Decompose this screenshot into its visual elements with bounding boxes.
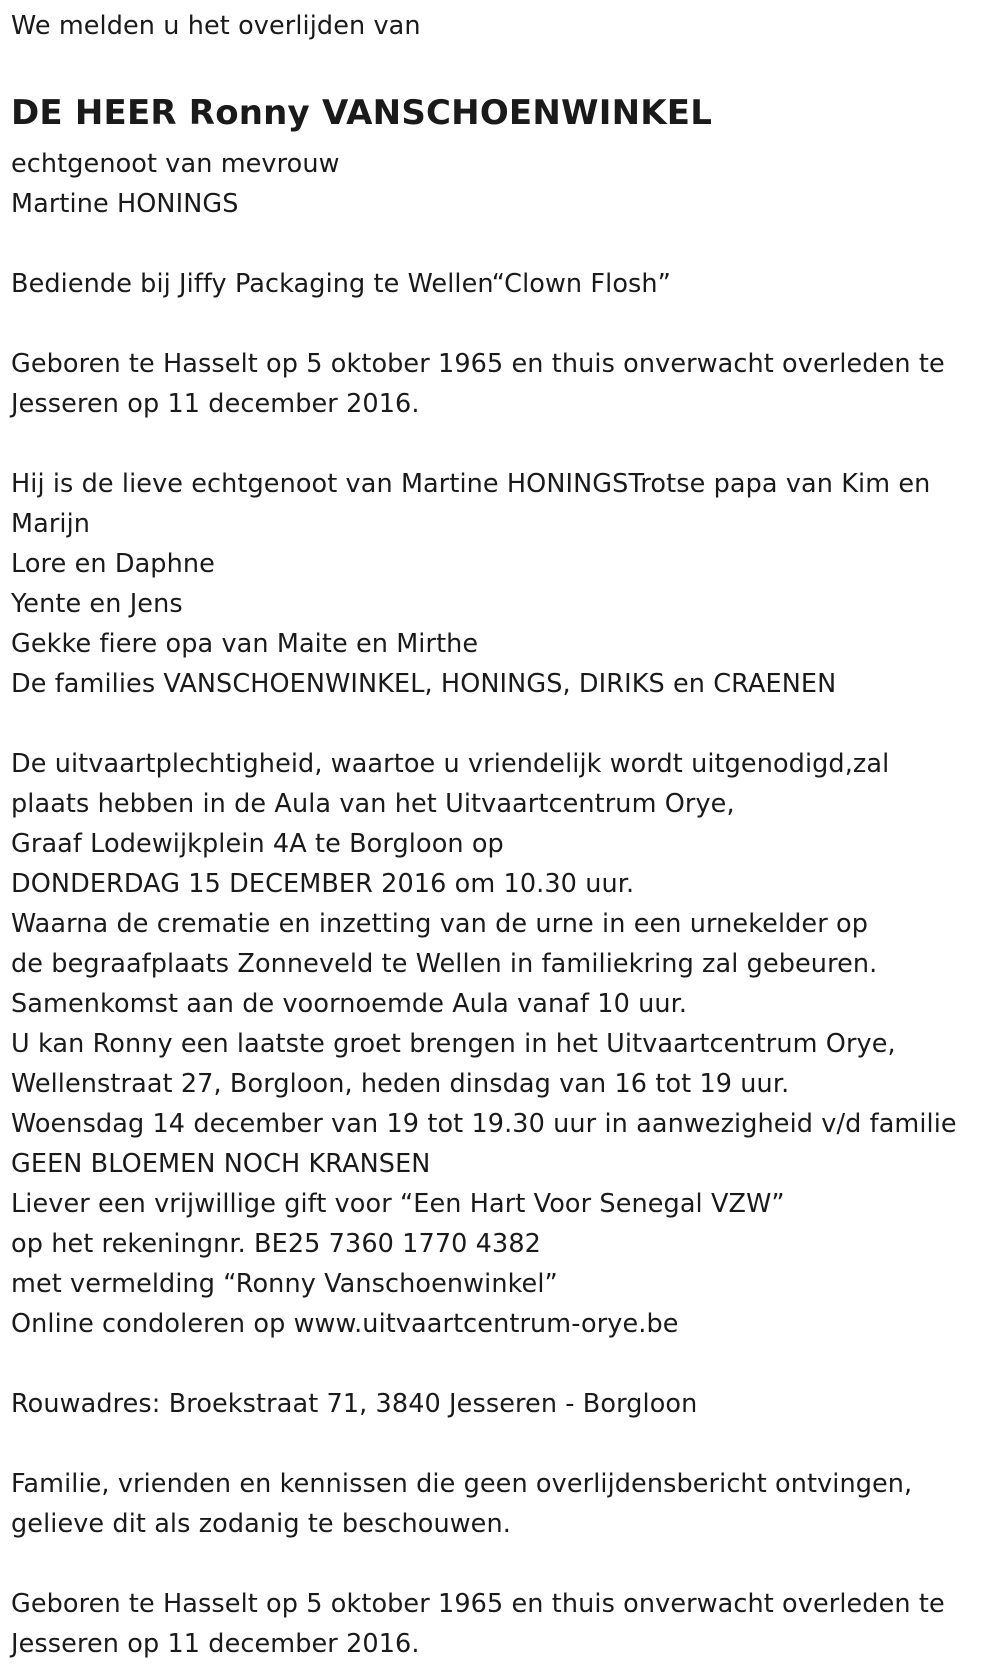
paragraph-line: Jesseren op 11 december 2016. (11, 389, 420, 419)
paragraph-line: GEEN BLOEMEN NOCH KRANSEN (11, 1149, 431, 1179)
spacer (11, 704, 996, 744)
paragraph-line: De uitvaartplechtigheid, waartoe u vriendelijk wordt uitgenodigd,zal (11, 749, 890, 779)
birth-death-section (11, 344, 996, 424)
paragraph-line: De families VANSCHOENWINKEL, HONINGS, DIRIKS en CRAENEN (11, 669, 837, 699)
paragraph-line: Yente en Jens (11, 589, 183, 619)
paragraph-line: Waarna de crematie en inzetting van de urne in een urnekelder op (11, 909, 868, 939)
paragraph-line: Graaf Lodewijkplein 4A te Borgloon op (11, 829, 504, 859)
paragraph-line: op het rekeningnr. BE25 7360 1770 4382 (11, 1229, 541, 1259)
paragraph-line: Marijn (11, 509, 91, 539)
spacer (11, 424, 996, 464)
spouse-line: echtgenoot van mevrouw (11, 149, 340, 179)
paragraph-line: Liever een vrijwillige gift voor “Een Hart Voor Senegal VZW” (11, 1189, 785, 1219)
paragraph-line: gelieve dit als zodanig te beschouwen. (11, 1509, 511, 1539)
paragraph-line: Hij is de lieve echtgenoot van Martine HONINGSTrotse papa van Kim en (11, 469, 931, 499)
paragraph-line: Samenkomst aan de voornoemde Aula vanaf 10 uur. (11, 989, 688, 1019)
intro-text: We melden u het overlijden van (11, 11, 421, 41)
paragraph-line: Gekke fiere opa van Maite en Mirthe (11, 629, 479, 659)
occupation-text: Bediende bij Jiffy Packaging te Wellen“Clown Flosh” (11, 269, 671, 299)
paragraph-line: plaats hebben in de Aula van het Uitvaartcentrum Orye, (11, 789, 735, 819)
ceremony-section (11, 744, 996, 1344)
spacer (11, 224, 996, 264)
paragraph-line: de begraafplaats Zonneveld te Wellen in familiekring zal gebeuren. (11, 949, 878, 979)
paragraph-line: Familie, vrienden en kennissen die geen overlijdensbericht ontvingen, (11, 1469, 913, 1499)
deceased-name: DE HEER Ronny VANSCHOENWINKEL (11, 93, 713, 133)
paragraph-line: Lore en Daphne (11, 549, 215, 579)
spacer (11, 1344, 996, 1384)
paragraph-line: DONDERDAG 15 DECEMBER 2016 om 10.30 uur. (11, 869, 635, 899)
paragraph-line: Jesseren op 11 december 2016. (11, 1629, 420, 1659)
birth-death-section-repeat (11, 1584, 996, 1664)
condolence-link-text: Online condoleren op www.uitvaartcentrum-orye.be (11, 1309, 679, 1339)
obituary-document (11, 6, 996, 1664)
spacer (11, 1544, 996, 1584)
paragraph-line: Wellenstraat 27, Borgloon, heden dinsdag van 16 tot 19 uur. (11, 1069, 790, 1099)
family-section (11, 464, 996, 704)
paragraph-line: Geboren te Hasselt op 5 oktober 1965 en thuis onverwacht overleden te (11, 1589, 945, 1619)
mourning-address: Rouwadres: Broekstraat 71, 3840 Jesseren - Borgloon (11, 1389, 698, 1419)
paragraph-line: U kan Ronny een laatste groet brengen in het Uitvaartcentrum Orye, (11, 1029, 896, 1059)
notice-section (11, 1464, 996, 1544)
paragraph-line: Geboren te Hasselt op 5 oktober 1965 en thuis onverwacht overleden te (11, 349, 945, 379)
paragraph-line: met vermelding “Ronny Vanschoenwinkel” (11, 1269, 558, 1299)
spacer (11, 1424, 996, 1464)
spacer (11, 304, 996, 344)
spouse-name: Martine HONINGS (11, 189, 239, 219)
paragraph-line: Woensdag 14 december van 19 tot 19.30 uur in aanwezigheid v/d familie (11, 1109, 957, 1139)
